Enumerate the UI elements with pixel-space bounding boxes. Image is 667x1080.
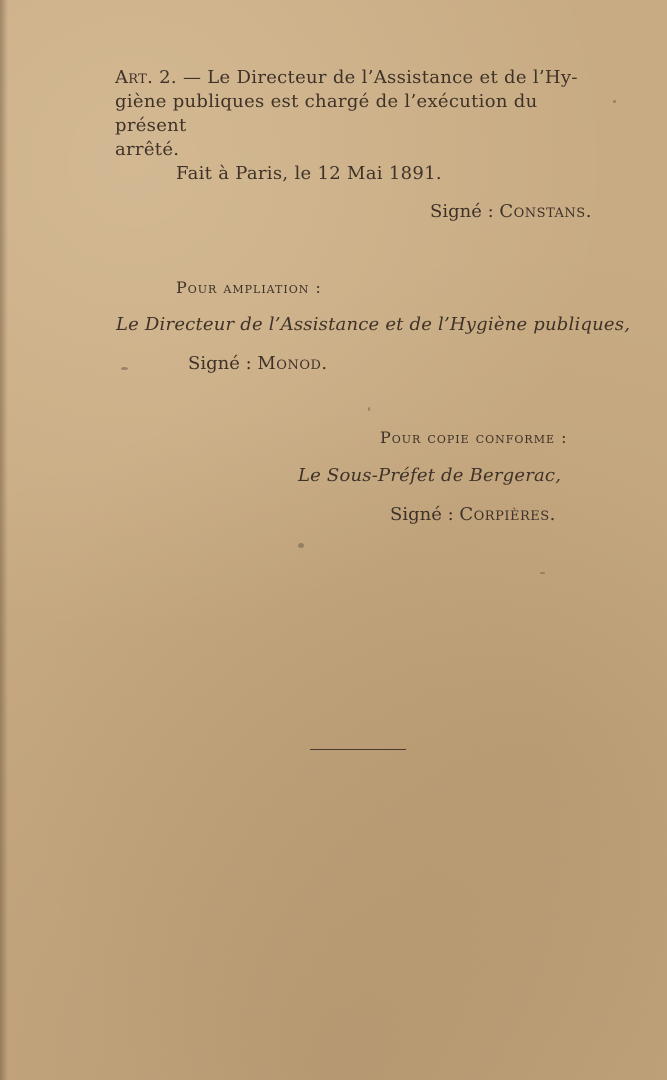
article-line-2: giène publiques est chargé de l’exécution du présent bbox=[115, 91, 538, 136]
copie-heading: Pour copie conforme : bbox=[380, 428, 568, 447]
signer-name: Corpières. bbox=[459, 504, 556, 525]
ampliation-heading: Pour ampliation : bbox=[176, 278, 322, 297]
article-line-1 bbox=[115, 66, 603, 90]
signed-label: Signé : bbox=[390, 504, 460, 525]
ink-speck bbox=[613, 100, 616, 103]
date-place-line: Fait à Paris, le 12 Mai 1891. bbox=[176, 163, 442, 184]
ink-speck bbox=[540, 572, 545, 574]
ink-speck bbox=[368, 407, 370, 411]
signature-monod bbox=[188, 352, 328, 376]
signed-label: Signé : bbox=[188, 353, 258, 374]
signed-label: Signé : bbox=[430, 201, 500, 222]
article-2-paragraph bbox=[115, 66, 603, 162]
article-label: Art. 2. — bbox=[115, 67, 202, 88]
closing-rule bbox=[310, 749, 406, 750]
signature-corpieres bbox=[390, 503, 556, 527]
copie-role: Le Sous-Préfet de Bergerac, bbox=[298, 465, 562, 486]
signature-constans bbox=[430, 200, 592, 224]
page-edge-shadow bbox=[0, 0, 8, 1080]
ink-speck bbox=[298, 543, 304, 548]
article-line-3: arrêté. bbox=[115, 139, 180, 160]
ink-speck bbox=[121, 367, 128, 370]
article-text-1: Le Directeur de l’Assistance et de l’Hy- bbox=[201, 67, 578, 88]
ampliation-role: Le Directeur de l’Assistance et de l’Hygiène publiques, bbox=[116, 314, 631, 335]
signer-name: Constans. bbox=[499, 201, 592, 222]
signer-name: Monod. bbox=[257, 353, 328, 374]
